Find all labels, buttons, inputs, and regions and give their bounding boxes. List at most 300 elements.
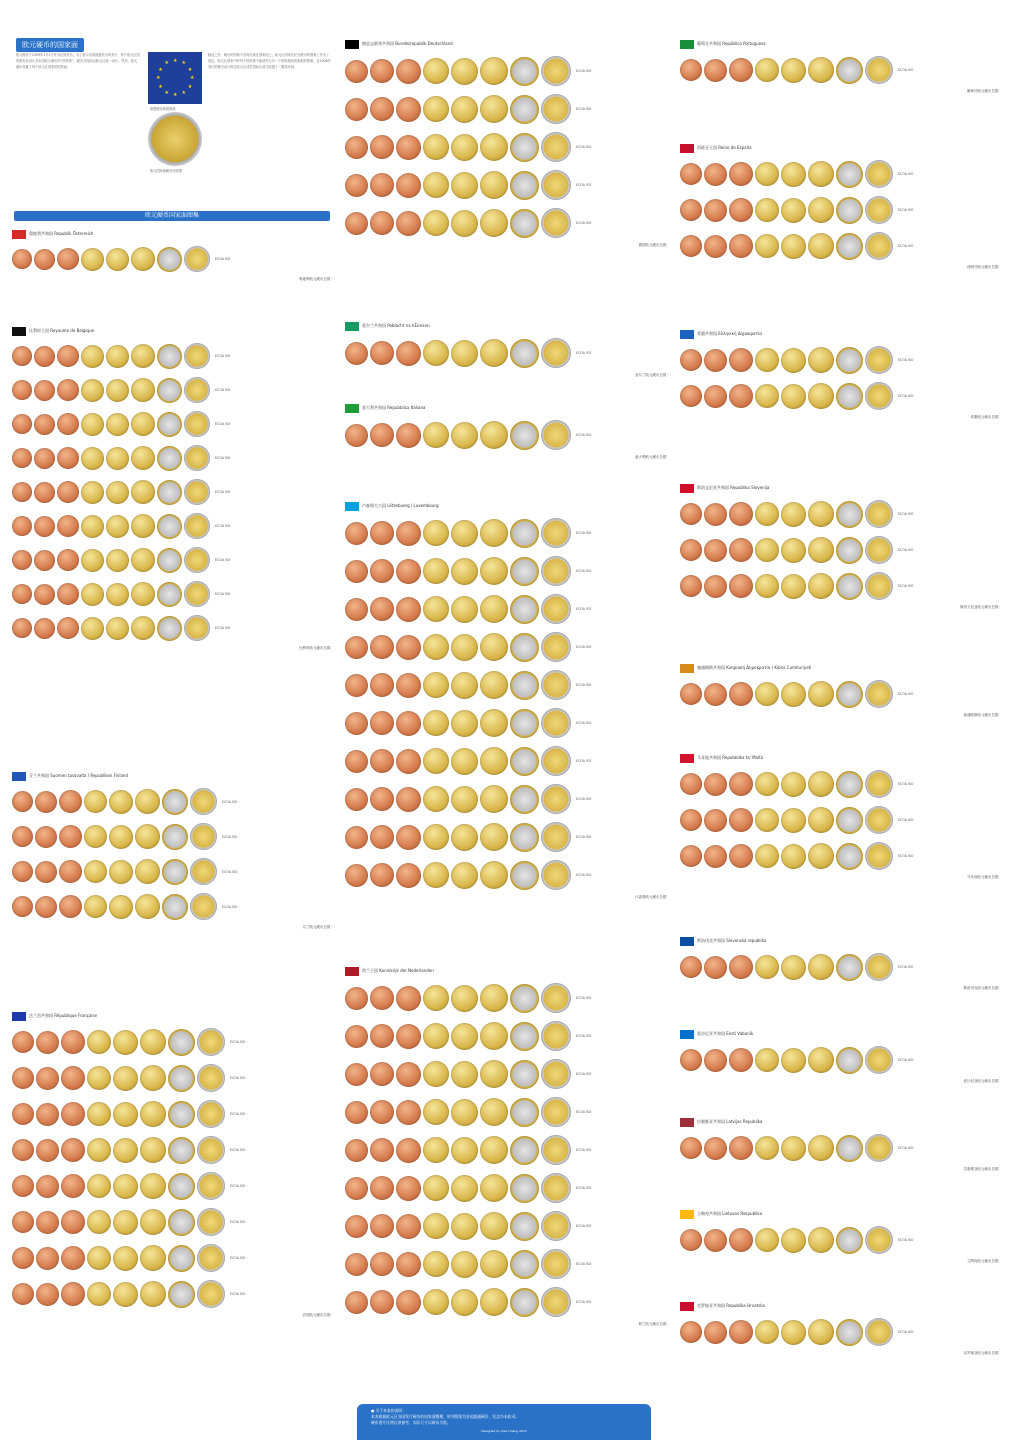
star-icon: ★: [181, 89, 186, 96]
coin-image: [808, 1319, 834, 1345]
coin-image: [836, 57, 863, 84]
coin-image: [808, 57, 834, 83]
coin-image: [106, 345, 129, 368]
coin-image: [423, 985, 449, 1011]
coin-image: [729, 502, 753, 526]
coin-image: [81, 617, 104, 640]
coin-image: [541, 420, 571, 450]
coin-image: [106, 248, 129, 271]
coin-image: [755, 162, 779, 186]
country-ireland: [345, 320, 670, 378]
coin-image: [197, 1172, 225, 1200]
coin-image: [755, 955, 779, 979]
country-total: 斯洛文尼亚欧元硬币总数：: [960, 605, 1002, 609]
coin-row: [12, 579, 334, 609]
coin-image: [451, 1175, 478, 1202]
coin-image: [370, 211, 394, 235]
country-name: 芬兰共和国 Suomen tasavalta / Republiken Finland: [29, 772, 128, 778]
coin-image: [480, 339, 508, 367]
coin-image: [345, 1215, 368, 1238]
coin-image: [541, 56, 571, 86]
coin-image: [106, 549, 129, 572]
coin-image: [704, 1137, 727, 1160]
coin-image: [131, 582, 155, 606]
coin-image: [451, 672, 478, 699]
country-header: [680, 662, 1002, 674]
coin-image: [755, 682, 779, 706]
coin-image: [680, 1049, 702, 1071]
row-label: ECOA ISO: [898, 358, 914, 362]
coin-image: [370, 1290, 394, 1314]
coin-image: [423, 1137, 449, 1163]
country-header: [345, 965, 670, 977]
coin-image: [755, 772, 779, 796]
coin-image: [480, 209, 508, 237]
coin-image: [345, 1025, 368, 1048]
coin-image: [184, 513, 210, 539]
coin-image: [184, 343, 210, 369]
country-header: [12, 228, 334, 240]
flag-caption: 欧盟硬币的国家面: [150, 107, 176, 111]
coin-image: [865, 160, 893, 188]
country-luxembourg: [345, 500, 670, 900]
coin-row: [680, 194, 1002, 226]
coin-image: [34, 448, 55, 469]
coin-image: [370, 863, 394, 887]
country-header: [680, 935, 1002, 947]
coin-image: [680, 575, 702, 597]
coin-image: [396, 1176, 421, 1201]
coin-image: [755, 384, 779, 408]
coin-image: [480, 1288, 508, 1316]
coin-image: [808, 1047, 834, 1073]
coin-image: [480, 785, 508, 813]
coin-image: [396, 787, 421, 812]
flag-icon: [345, 404, 359, 413]
coin-row: [12, 1098, 334, 1130]
coin-image: [680, 385, 702, 407]
coin-image: [140, 1209, 166, 1235]
coin-image: [345, 1291, 368, 1314]
coin-image: [59, 825, 82, 848]
coin-image: [131, 247, 155, 271]
row-label: ECOA ISO: [576, 1262, 592, 1266]
coin-image: [480, 595, 508, 623]
flag-icon: [680, 1030, 694, 1039]
coin-image: [510, 421, 539, 450]
coin-image: [36, 1283, 59, 1306]
country-total: 西班牙欧元硬币总数：: [967, 265, 1002, 269]
coin-image: [396, 1024, 421, 1049]
country-total: 比利时欧元硬币总数：: [299, 646, 334, 650]
coin-image: [480, 861, 508, 889]
row-label: ECOA ISO: [576, 1072, 592, 1076]
coin-row: [345, 820, 670, 854]
coin-image: [541, 1097, 571, 1127]
country-slovenia: [680, 482, 1002, 610]
coin-row: [12, 1206, 334, 1238]
coin-image: [423, 1099, 449, 1125]
coin-image: [396, 635, 421, 660]
coin-row: [345, 706, 670, 740]
coin-image: [781, 162, 806, 187]
country-name: 意大利共和国 Repubblica Italiana: [362, 404, 426, 410]
coin-image: [12, 1031, 34, 1053]
country-name: 卢森堡大公国 Lëtzebuerg / Luxembourg: [362, 502, 439, 508]
coin-image: [370, 1100, 394, 1124]
coin-image: [12, 1139, 34, 1161]
coin-row: [12, 1062, 334, 1094]
coin-image: [345, 712, 368, 735]
row-label: ECOA ISO: [898, 692, 914, 696]
coin-row: [345, 336, 670, 370]
coin-image: [836, 954, 863, 981]
coin-image: [808, 501, 834, 527]
coin-image: [451, 172, 478, 199]
country-total: 希腊欧元硬币总数：: [970, 415, 1002, 419]
flag-icon: [345, 967, 359, 976]
coin-image: [109, 860, 133, 884]
row-label: ECOA ISO: [576, 759, 592, 763]
country-header: [680, 1116, 1002, 1128]
flag-icon: [680, 40, 694, 49]
row-label: ECOA ISO: [576, 107, 592, 111]
coin-row: [345, 668, 670, 702]
coin-row: [680, 840, 1002, 872]
coin-image: [541, 556, 571, 586]
coin-image: [168, 1101, 195, 1128]
coin-image: [541, 1249, 571, 1279]
coin-image: [781, 58, 806, 83]
coin-image: [106, 515, 129, 538]
coin-image: [197, 1136, 225, 1164]
coin-image: [836, 161, 863, 188]
coin-image: [61, 1246, 85, 1270]
coin-image: [370, 787, 394, 811]
coin-image: [755, 1320, 779, 1344]
coin-image: [106, 379, 129, 402]
coin-row: [680, 678, 1002, 710]
coin-image: [781, 198, 806, 223]
coin-image: [451, 1137, 478, 1164]
coin-image: [423, 596, 449, 622]
row-label: ECOA ISO: [576, 797, 592, 801]
coin-image: [370, 1176, 394, 1200]
coin-image: [396, 59, 421, 84]
coin-row: [12, 545, 334, 575]
coin-image: [184, 479, 210, 505]
row-label: ECOA ISO: [576, 607, 592, 611]
row-label: ECOA ISO: [576, 569, 592, 573]
coin-image: [197, 1280, 225, 1308]
coin-image: [345, 60, 368, 83]
coin-image: [836, 1135, 863, 1162]
coin-image: [680, 59, 702, 81]
row-label: ECOA ISO: [215, 422, 231, 426]
coin-image: [729, 808, 753, 832]
star-icon: ★: [158, 83, 163, 90]
country-name: 法兰西共和国 République Française: [29, 1012, 97, 1018]
coin-image: [755, 844, 779, 868]
coin-row: [345, 1209, 670, 1243]
coin-image: [87, 1282, 111, 1306]
star-icon: ★: [181, 60, 186, 67]
coin-image: [836, 501, 863, 528]
coin-image: [865, 1046, 893, 1074]
coin-image: [680, 956, 702, 978]
coin-image: [808, 383, 834, 409]
coin-row: [680, 534, 1002, 566]
coin-image: [704, 235, 727, 258]
coin-image: [370, 749, 394, 773]
country-header: [680, 1208, 1002, 1220]
coin-image: [781, 538, 806, 563]
bottom-line: ● 关于本表的说明：: [371, 1408, 406, 1413]
coin-image: [451, 1251, 478, 1278]
coin-image: [680, 1229, 702, 1251]
coin-image: [370, 1024, 394, 1048]
coin-image: [680, 163, 702, 185]
coin-image: [36, 1139, 59, 1162]
coin-image: [34, 516, 55, 537]
coin-image: [140, 1101, 166, 1127]
coin-image: [370, 423, 394, 447]
coin-row: [680, 804, 1002, 836]
coin-image: [729, 955, 753, 979]
row-label: ECOA ISO: [215, 354, 231, 358]
coin-image: [423, 210, 449, 236]
coin-image: [423, 422, 449, 448]
coin-image: [781, 1320, 806, 1345]
flag-icon: [345, 40, 359, 49]
coin-image: [370, 173, 394, 197]
flag-icon: [680, 330, 694, 339]
coin-image: [510, 671, 539, 700]
coin-image: [12, 380, 32, 400]
coin-image: [113, 1282, 138, 1307]
coin-image: [480, 984, 508, 1012]
coin-image: [729, 234, 753, 258]
coin-image: [113, 1246, 138, 1271]
country-slovakia: [680, 935, 1002, 991]
coin-image: [423, 58, 449, 84]
coin-image: [704, 163, 727, 186]
row-label: ECOA ISO: [222, 904, 238, 909]
coin-row: [12, 511, 334, 541]
coin-image: [396, 1062, 421, 1087]
coin-image: [57, 379, 79, 401]
coin-image: [865, 536, 893, 564]
row-label: ECOA ISO: [230, 1220, 246, 1224]
coin-image: [510, 133, 539, 162]
coin-image: [510, 1060, 539, 1089]
coin-image: [57, 583, 79, 605]
row-label: ECOA ISO: [576, 1300, 592, 1304]
coin-image: [510, 633, 539, 662]
coin-image: [451, 634, 478, 661]
row-label: ECOA ISO: [576, 221, 592, 225]
coin-row: [680, 1132, 1002, 1164]
coin-image: [61, 1174, 85, 1198]
coin-image: [396, 825, 421, 850]
coin-image: [755, 348, 779, 372]
coin-image: [57, 447, 79, 469]
country-name: 克罗地亚共和国 Republika Hrvatska: [697, 1302, 765, 1308]
coin-image: [87, 1174, 111, 1198]
coin-image: [135, 789, 160, 814]
coin-row: [345, 554, 670, 588]
coin-image: [12, 1211, 34, 1233]
coin-image: [168, 1173, 195, 1200]
coin-image: [704, 809, 727, 832]
coin-image: [57, 413, 79, 435]
coin-image: [109, 790, 133, 814]
coin-row: [345, 168, 670, 202]
coin-image: [157, 412, 182, 437]
coin-image: [781, 772, 806, 797]
coin-image: [36, 1175, 59, 1198]
section-bar: 欧元硬币国家面图集: [14, 211, 330, 221]
coin-image: [680, 809, 702, 831]
flag-icon: [345, 322, 359, 331]
coin-image: [106, 447, 129, 470]
coin-image: [57, 549, 79, 571]
country-header: [680, 1028, 1002, 1040]
flag-icon: [345, 502, 359, 511]
coin-image: [36, 1031, 59, 1054]
coin-caption: 欧元国家面硬币环绕图: [150, 169, 182, 173]
row-label: ECOA ISO: [230, 1292, 246, 1296]
coin-image: [131, 412, 155, 436]
row-label: ECOA ISO: [576, 1148, 592, 1152]
coin-row: [345, 130, 670, 164]
star-icon: ★: [190, 75, 195, 81]
coin-image: [370, 341, 394, 365]
coin-image: [729, 574, 753, 598]
coin-image: [541, 708, 571, 738]
country-name: 奥地利共和国 Republik Österreich: [29, 230, 94, 236]
coin-image: [729, 198, 753, 222]
coin-image: [423, 786, 449, 812]
coin-image: [345, 1101, 368, 1124]
coin-image: [184, 377, 210, 403]
row-label: ECOA ISO: [898, 584, 914, 588]
coin-image: [836, 197, 863, 224]
coin-image: [106, 583, 129, 606]
coin-image: [190, 823, 217, 850]
coin-image: [729, 162, 753, 186]
coin-image: [370, 559, 394, 583]
coin-image: [510, 1136, 539, 1165]
row-label: ECOA ISO: [576, 1034, 592, 1038]
country-header: [680, 142, 1002, 154]
coin-image: [12, 448, 32, 468]
coin-row: [680, 1316, 1002, 1348]
coin-image: [106, 413, 129, 436]
coin-image: [396, 559, 421, 584]
coin-image: [541, 518, 571, 548]
row-label: ECOA ISO: [215, 388, 231, 392]
coin-image: [197, 1028, 225, 1056]
coin-image: [865, 56, 893, 84]
country-name: 爱尔兰共和国 Poblacht na hÉireann: [362, 322, 430, 328]
country-germany: [345, 38, 670, 248]
country-name: 希腊共和国 Ελληνική Δημοκρατία: [697, 330, 763, 336]
coin-image: [755, 808, 779, 832]
coin-image: [704, 575, 727, 598]
coin-row: [12, 891, 334, 922]
coin-image: [451, 210, 478, 237]
coin-image: [865, 1226, 893, 1254]
coin-image: [755, 502, 779, 526]
coin-image: [451, 786, 478, 813]
coin-image: [836, 537, 863, 564]
coin-image: [781, 348, 806, 373]
coin-image: [781, 955, 806, 980]
coin-row: [345, 1019, 670, 1053]
row-label: ECOA ISO: [898, 208, 914, 212]
coin-row: [345, 592, 670, 626]
country-total: 芬兰欧元硬币总数：: [302, 925, 334, 929]
coin-image: [131, 378, 155, 402]
flag-icon: [12, 772, 26, 781]
coin-image: [541, 632, 571, 662]
intro-text-left: 欧元硬币于1999年1月1日作为记账货币，为了表示各国流通货币的发行，每个欧元区国家都有权设计其本国欧元硬币的“国家面”，硬币共同面由欧元区统一设计。然后，欧元硬币设置了每个欧元区国家的国家面。: [16, 53, 140, 69]
eu-coin-image: [148, 112, 202, 166]
coin-image: [190, 858, 217, 885]
row-label: ECOA ISO: [576, 1224, 592, 1228]
coin-image: [34, 618, 55, 639]
coin-row: [345, 1057, 670, 1091]
coin-image: [755, 58, 779, 82]
coin-image: [781, 1048, 806, 1073]
coin-image: [396, 711, 421, 736]
coin-image: [81, 549, 104, 572]
coin-row: [345, 858, 670, 892]
coin-image: [781, 384, 806, 409]
coin-image: [345, 424, 368, 447]
coin-image: [140, 1281, 166, 1307]
coin-image: [370, 59, 394, 83]
coin-image: [12, 1067, 34, 1089]
row-label: ECOA ISO: [230, 1040, 246, 1044]
coin-image: [480, 1098, 508, 1126]
row-label: ECOA ISO: [898, 172, 914, 176]
coin-image: [345, 1139, 368, 1162]
coin-image: [541, 170, 571, 200]
coin-row: [12, 613, 334, 643]
row-label: ECOA ISO: [215, 626, 231, 630]
coin-image: [113, 1138, 138, 1163]
coin-image: [396, 211, 421, 236]
country-total: 斯洛伐克欧元硬币总数：: [963, 986, 1002, 990]
coin-image: [81, 515, 104, 538]
row-label: ECOA ISO: [215, 456, 231, 460]
coin-image: [836, 233, 863, 260]
coin-row: [680, 570, 1002, 602]
coin-image: [836, 807, 863, 834]
coin-image: [541, 1211, 571, 1241]
row-label: ECOA ISO: [576, 683, 592, 687]
flag-icon: [12, 327, 26, 336]
coin-image: [480, 1174, 508, 1202]
coin-image: [370, 135, 394, 159]
coin-image: [423, 672, 449, 698]
coin-image: [87, 1102, 111, 1126]
coin-row: [345, 981, 670, 1015]
coin-image: [81, 379, 104, 402]
coin-image: [480, 1250, 508, 1278]
